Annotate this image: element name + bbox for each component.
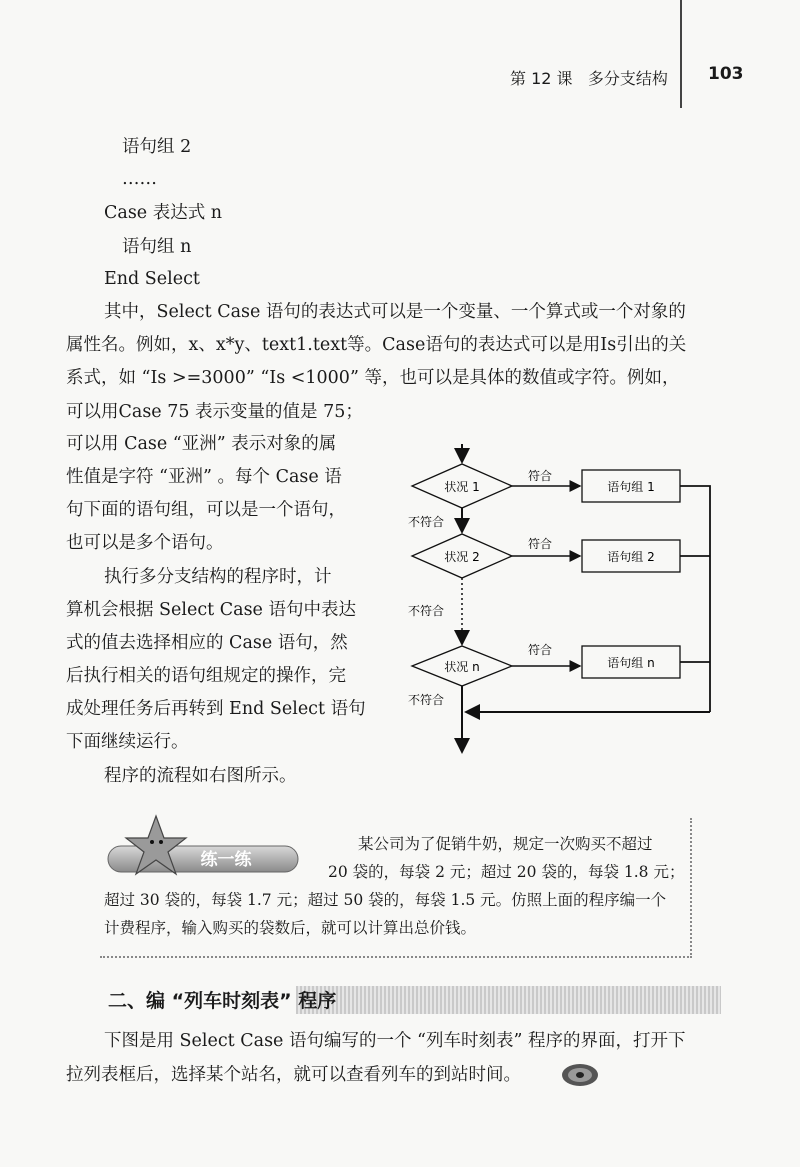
section-band: [296, 986, 721, 1014]
block-1-label: 语句组 1: [607, 480, 655, 494]
flowchart: [400, 440, 720, 760]
collector-line: [680, 486, 710, 712]
decision-1-label: 状况 1: [444, 480, 480, 494]
para2-line-3: 句下面的语句组，可以是一个语句，: [66, 500, 346, 520]
decision-2-label: 状况 2: [444, 550, 480, 564]
para3-line-2: 算机会根据 Select Case 语句中表达: [66, 600, 356, 620]
para2-line-1: 可以用 Case “亚洲” 表示对象的属: [66, 434, 337, 454]
para3-line-4: 后执行相关的语句组规定的操作，完: [66, 666, 346, 686]
no-label-2: 不符合: [408, 604, 445, 618]
para3-line-6: 下面继续运行。: [66, 732, 189, 752]
yes-label-1: 符合: [527, 469, 553, 483]
cd-disc-icon: [560, 1062, 600, 1088]
syntax-line-5: End Select: [104, 269, 200, 289]
para1-line-4: 可以用Case 75 表示变量的值是 75；: [66, 402, 363, 422]
exercise-line-4: 计费程序，输入购买的袋数后，就可以计算出总价钱。: [104, 919, 477, 937]
syntax-line-4: 语句组 n: [122, 237, 192, 257]
lesson-label: 第 12 课: [510, 69, 573, 88]
block-n-label: 语句组 n: [607, 656, 655, 670]
decision-n-label: 状况 n: [444, 660, 480, 674]
exercise-line-2: 20 袋的，每袋 2 元；超过 20 袋的，每袋 1.8 元；: [328, 863, 685, 881]
block-2-label: 语句组 2: [607, 550, 655, 564]
syntax-line-1: 语句组 2: [122, 137, 192, 157]
exercise-line-3: 超过 30 袋的，每袋 1.7 元；超过 50 袋的，每袋 1.5 元。仿照上面的程序编一个: [104, 891, 667, 909]
para1-line-3: 系式，如 “Is >=3000” “Is <1000” 等，也可以是具体的数值或字符。例如，: [66, 368, 680, 388]
syntax-ellipsis: ……: [122, 169, 157, 189]
syntax-line-3: Case 表达式 n: [104, 203, 223, 223]
para4: 程序的流程如右图所示。: [104, 766, 297, 786]
para2-line-4: 也可以是多个语句。: [66, 533, 224, 553]
para5-line-2: 拉列表框后，选择某个站名，就可以查看列车的到站时间。: [66, 1065, 521, 1085]
para3-line-3: 式的值去选择相应的 Case 语句，然: [66, 633, 348, 653]
para3-line-1: 执行多分支结构的程序时，计: [104, 567, 332, 587]
para3-line-5: 成处理任务后再转到 End Select 语句: [66, 699, 366, 719]
section-heading: 二、编 “列车时刻表” 程序: [108, 990, 337, 1012]
lesson-title: 多分支结构: [587, 69, 668, 88]
no-label-n: 不符合: [408, 693, 445, 707]
para2-line-2: 性值是字符 “亚洲” 。每个 Case 语: [66, 467, 342, 487]
page-number: 103: [708, 64, 744, 84]
header-title: [510, 66, 668, 89]
para5-line-1: 下图是用 Select Case 语句编写的一个 “列车时刻表” 程序的界面，打开下: [104, 1031, 686, 1051]
header-divider: [680, 0, 682, 108]
para1-line-2: 属性名。例如，x、x*y、text1.text等。Case语句的表达式可以是用Is引出的关: [66, 335, 687, 355]
badge-label: 练一练: [200, 850, 252, 870]
para1-line-1: 其中，Select Case 语句的表达式可以是一个变量、一个算式或一个对象的: [104, 302, 686, 322]
exercise-line-1: 某公司为了促销牛奶，规定一次购买不超过: [358, 835, 653, 853]
no-label-1: 不符合: [408, 515, 445, 529]
yes-label-2: 符合: [527, 537, 553, 551]
exercise-badge: [104, 812, 314, 892]
yes-label-n: 符合: [527, 643, 553, 657]
